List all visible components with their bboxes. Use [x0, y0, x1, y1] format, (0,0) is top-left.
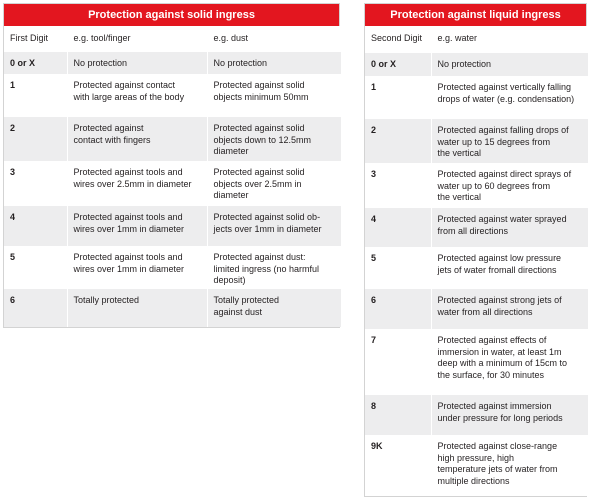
liquid-column-header: Second Digit: [365, 26, 431, 53]
solid-digit-cell: 0 or X: [4, 52, 67, 74]
liquid-digit-cell: 0 or X: [365, 53, 431, 76]
liquid-description-cell: Protected against low pressure jets of water fromall directions: [431, 247, 588, 289]
liquid-digit-cell: 2: [365, 119, 431, 163]
solid-digit-cell: 6: [4, 289, 67, 327]
liquid-digit-cell: 9K: [365, 435, 431, 496]
solid-description-cell: Protected against solid objects minimum 50mm: [207, 74, 341, 117]
solid-table-row: [4, 74, 341, 117]
solid-column-header: e.g. dust: [207, 26, 341, 52]
solid-table-row: [4, 161, 341, 206]
solid-column-header: First Digit: [4, 26, 67, 52]
solid-digit-cell: 3: [4, 161, 67, 206]
solid-description-cell: Protected against tools and wires over 1mm in diameter: [67, 246, 207, 289]
solid-description-cell: Protected against tools and wires over 1mm in diameter: [67, 206, 207, 246]
liquid-ingress-grid: [365, 26, 588, 496]
liquid-table-row: [365, 119, 588, 163]
solid-table-row: [4, 52, 341, 74]
solid-description-cell: Protected against tools and wires over 2.5mm in diameter: [67, 161, 207, 206]
liquid-table-row: [365, 163, 588, 208]
liquid-table-row: [365, 76, 588, 119]
solid-digit-cell: 4: [4, 206, 67, 246]
liquid-ingress-title: Protection against liquid ingress: [365, 4, 586, 26]
solid-digit-cell: 5: [4, 246, 67, 289]
solid-digit-cell: 1: [4, 74, 67, 117]
solid-column-header: e.g. tool/finger: [67, 26, 207, 52]
solid-description-cell: No protection: [67, 52, 207, 74]
liquid-digit-cell: 8: [365, 395, 431, 435]
liquid-digit-cell: 5: [365, 247, 431, 289]
liquid-digit-cell: 6: [365, 289, 431, 329]
liquid-description-cell: Protected against vertically falling drops of water (e.g. condensation): [431, 76, 588, 119]
solid-table-row: [4, 206, 341, 246]
liquid-description-cell: Protected against close-range high pressure, high temperature jets of water from multiple directions: [431, 435, 588, 496]
liquid-table-row: [365, 289, 588, 329]
liquid-table-row: [365, 329, 588, 395]
liquid-description-cell: Protected against water sprayed from all directions: [431, 208, 588, 247]
solid-digit-cell: 2: [4, 117, 67, 161]
liquid-digit-cell: 4: [365, 208, 431, 247]
liquid-description-cell: Protected against immersion under pressure for long periods: [431, 395, 588, 435]
solid-description-cell: Totally protected against dust: [207, 289, 341, 327]
solid-ingress-title: Protection against solid ingress: [4, 4, 339, 26]
liquid-digit-cell: 1: [365, 76, 431, 119]
solid-description-cell: Protected against contact with large areas of the body: [67, 74, 207, 117]
solid-description-cell: Totally protected: [67, 289, 207, 327]
solid-description-cell: Protected against solid ob- jects over 1mm in diameter: [207, 206, 341, 246]
solid-table-row: [4, 289, 341, 327]
solid-table-row: [4, 117, 341, 161]
solid-description-cell: Protected against dust: limited ingress (no harmful deposit): [207, 246, 341, 289]
solid-header-row: [4, 26, 341, 52]
liquid-digit-cell: 3: [365, 163, 431, 208]
liquid-table-row: [365, 53, 588, 76]
liquid-description-cell: Protected against strong jets of water from all directions: [431, 289, 588, 329]
liquid-description-cell: Protected against falling drops of water up to 15 degrees from the vertical: [431, 119, 588, 163]
solid-description-cell: Protected against solid objects over 2.5mm in diameter: [207, 161, 341, 206]
liquid-table-row: [365, 395, 588, 435]
liquid-ingress-table: [364, 3, 587, 497]
solid-ingress-table: [3, 3, 340, 328]
liquid-table-row: [365, 435, 588, 496]
liquid-header-row: [365, 26, 588, 53]
solid-table-row: [4, 246, 341, 289]
liquid-digit-cell: 7: [365, 329, 431, 395]
liquid-description-cell: No protection: [431, 53, 588, 76]
solid-description-cell: Protected against solid objects down to 12.5mm diameter: [207, 117, 341, 161]
solid-description-cell: Protected against contact with fingers: [67, 117, 207, 161]
liquid-table-row: [365, 247, 588, 289]
liquid-description-cell: Protected against effects of immersion in water, at least 1m deep with a minimum of 15cm to the surface, for 30 minutes: [431, 329, 588, 395]
solid-description-cell: No protection: [207, 52, 341, 74]
solid-ingress-grid: [4, 26, 341, 327]
liquid-table-row: [365, 208, 588, 247]
liquid-description-cell: Protected against direct sprays of water up to 60 degrees from the vertical: [431, 163, 588, 208]
liquid-column-header: e.g. water: [431, 26, 588, 53]
